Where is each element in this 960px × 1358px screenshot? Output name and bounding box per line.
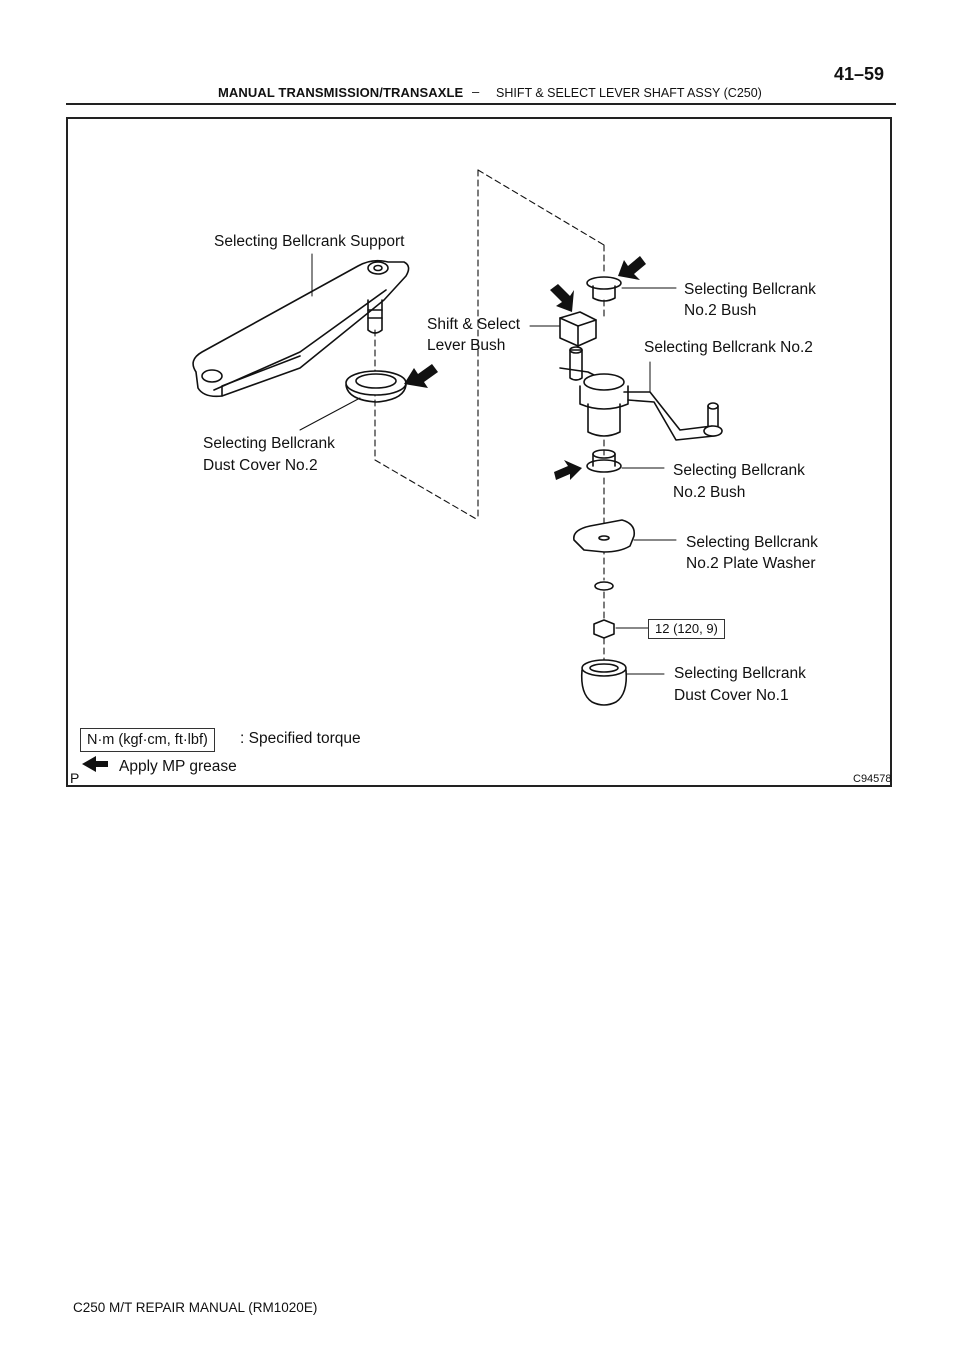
label-dust-cover-2-line2: Dust Cover No.2 [203, 457, 318, 474]
nut-part [594, 620, 614, 638]
small-washer-part [595, 582, 613, 590]
dust-cover-2-part [346, 371, 406, 402]
section-title: MANUAL TRANSMISSION/TRANSAXLE [218, 85, 464, 100]
label-bush-top-line2: No.2 Bush [684, 302, 757, 319]
subsection-title: SHIFT & SELECT LEVER SHAFT ASSY (C250) [496, 86, 762, 100]
label-bellcrank-support: Selecting Bellcrank Support [214, 233, 405, 250]
label-bush-bottom-line2: No.2 Bush [673, 484, 746, 501]
page-number: 41–59 [834, 64, 885, 84]
legend-grease-desc: Apply MP grease [119, 758, 237, 775]
label-plate-washer-line2: No.2 Plate Washer [686, 555, 816, 572]
bellcrank-2-part [560, 347, 722, 440]
label-dust-cover-1-line2: Dust Cover No.1 [674, 687, 789, 704]
label-bush-bottom-line1: Selecting Bellcrank [673, 462, 805, 479]
label-plate-washer-line1: Selecting Bellcrank [686, 534, 818, 551]
label-dust-cover-1-line1: Selecting Bellcrank [674, 665, 806, 682]
grease-arrow-icon [82, 756, 108, 772]
label-bush-top-line1: Selecting Bellcrank [684, 281, 816, 298]
label-bellcrank-2: Selecting Bellcrank No.2 [644, 339, 813, 356]
bush-top-part [587, 277, 621, 301]
legend-torque-desc: : Specified torque [240, 730, 361, 747]
lever-bush-part [560, 312, 596, 346]
label-dust-cover-2-line1: Selecting Bellcrank [203, 435, 335, 452]
legend-torque-units-box: N·m (kgf·cm, ft·lbf) [80, 728, 215, 752]
label-lever-bush-line2: Lever Bush [427, 337, 506, 354]
grease-arrow-icon [618, 256, 646, 280]
torque-spec-box: 12 (120, 9) [648, 619, 725, 639]
label-lever-bush-line1: Shift & Select [427, 316, 521, 333]
dust-cover-1-part [582, 660, 627, 705]
assembly-plane-dashed [375, 170, 604, 660]
grease-arrow-icon [404, 364, 438, 388]
plate-washer-part [574, 520, 634, 552]
manual-footer: C250 M/T REPAIR MANUAL (RM1020E) [73, 1300, 318, 1315]
figure-id: C94578 [853, 773, 892, 785]
header-dash: – [472, 84, 480, 99]
figure-corner-letter: P [70, 770, 80, 786]
grease-arrow-icon [550, 284, 574, 312]
grease-arrow-icon [554, 460, 582, 480]
